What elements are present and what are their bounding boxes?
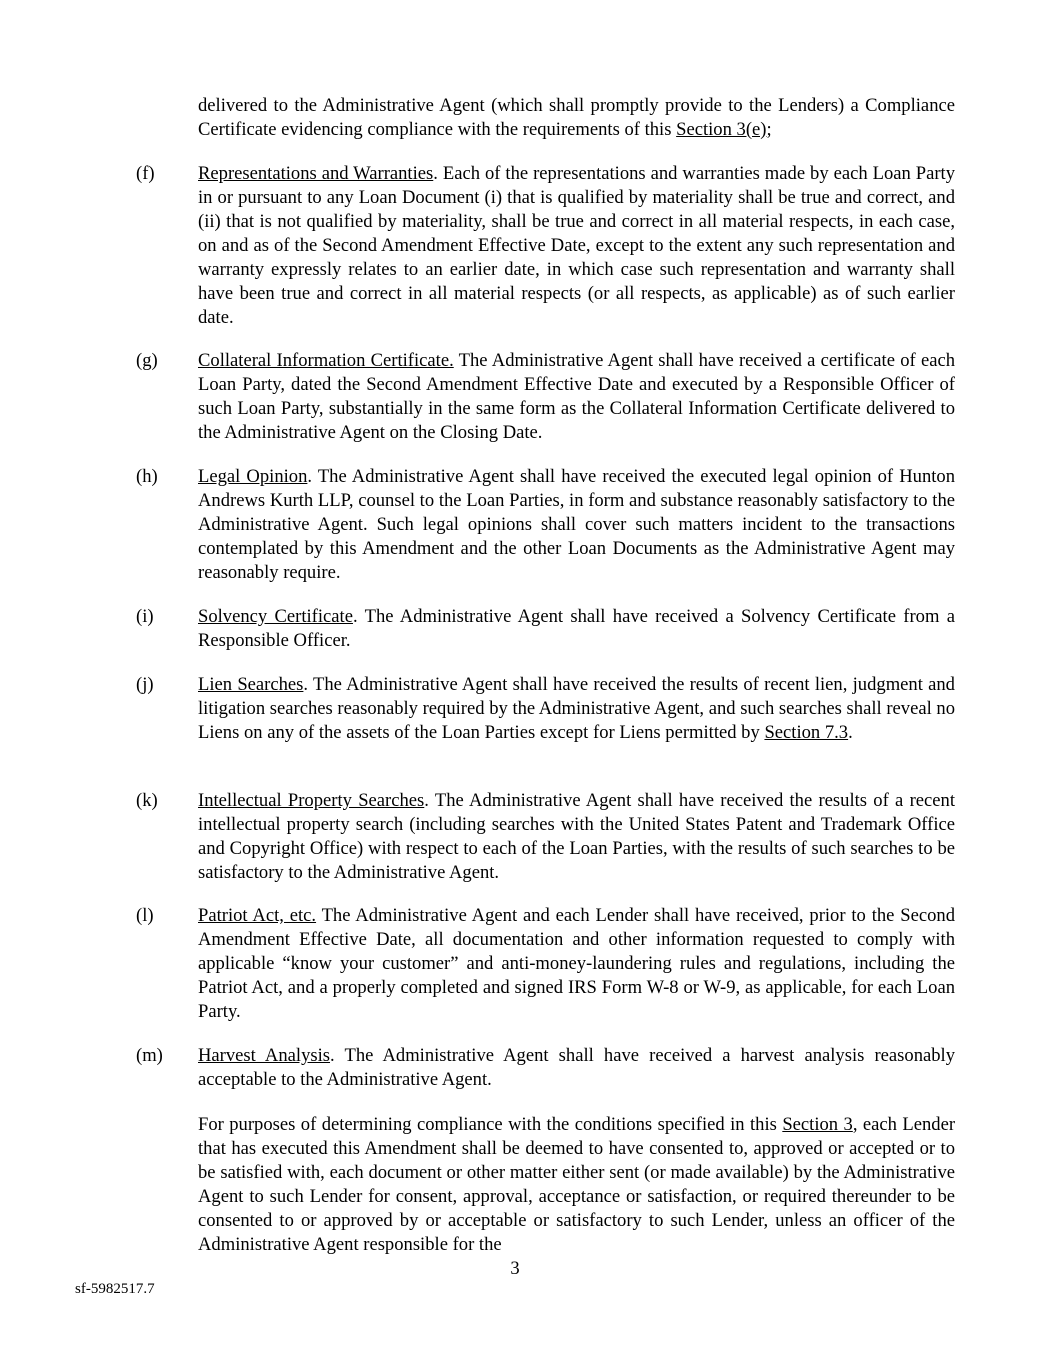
- item-label: (k): [136, 790, 158, 811]
- item-body: Patriot Act, etc. The Administrative Agent and each Lender shall have received, prior to the Second Amendment Effective Date, all documentation and other information requested to comply with applicable “know your customer” and anti-money-laundering rules and regulations, including the Patriot Act, and a properly completed and signed IRS Form W-8 or W-9, as applicable, for each Loan Party.: [198, 905, 955, 1022]
- continuation-paragraph: delivered to the Administrative Agent (which shall promptly provide to the Lenders) a Compliance Certificate evidencing compliance with the requirements of this Section 3(e);: [198, 95, 955, 140]
- item-heading: Representations and Warranties: [198, 163, 434, 184]
- item-label: (g): [136, 350, 158, 371]
- item-heading: Collateral Information Certificate.: [198, 350, 454, 371]
- item-label: (h): [136, 466, 158, 487]
- document-id: sf-5982517.7: [75, 1281, 155, 1297]
- item-body: Solvency Certificate. The Administrative Agent shall have received a Solvency Certificate from a Responsible Officer.: [198, 606, 955, 651]
- item-label: (f): [136, 163, 155, 184]
- item-heading: Patriot Act, etc.: [198, 905, 317, 926]
- item-body: Collateral Information Certificate. The Administrative Agent shall have received a certificate of each Loan Party, dated the Second Amendment Effective Date and executed by a Responsible Officer of such Loan Party, substantially in the same form as the Collateral Information Certificate delivered to the Administrative Agent on the Closing Date.: [198, 350, 956, 443]
- item-heading: Solvency Certificate: [198, 606, 353, 627]
- item-label: (i): [136, 606, 154, 627]
- item-heading: Lien Searches: [198, 674, 304, 695]
- section-reference: Section 3(e): [676, 119, 767, 140]
- item-heading: Legal Opinion: [198, 466, 308, 487]
- closing-paragraph: For purposes of determining compliance with the conditions specified in this Section 3, each Lender that has executed this Amendment shall be deemed to have consented to, approved or accepted or to be satisfied with, each document or other matter either sent (or made available) by the Administrative Agent to such Lender for consent, approval, acceptance or satisfaction, or required thereunder to be consented to or approved by or acceptable or satisfactory to such Lender, unless an officer of the Administrative Agent responsible for the: [198, 1114, 956, 1255]
- item-body: Intellectual Property Searches. The Administrative Agent shall have received the results of a recent intellectual property search (including searches with the United States Patent and Trademark Office and Copyright Office) with respect to each of the Loan Parties, with the results of such searches to be satisfactory to the Administrative Agent.: [198, 790, 955, 883]
- item-body: Harvest Analysis. The Administrative Agent shall have received a harvest analysis reasonably acceptable to the Administrative Agent.: [198, 1045, 956, 1090]
- item-heading: Harvest Analysis: [198, 1045, 331, 1066]
- item-body: Legal Opinion. The Administrative Agent shall have received the executed legal opinion of Hunton Andrews Kurth LLP, counsel to the Loan Parties, in form and substance reasonably satisfactory to the Administrative Agent. Such legal opinions shall cover such matters incident to the transactions contemplated by this Amendment and the other Loan Documents as the Administrative Agent may reasonably require.: [198, 466, 956, 583]
- item-label: (j): [136, 674, 154, 695]
- section-reference: Section 7.3: [764, 722, 849, 743]
- item-heading: Intellectual Property Searches: [198, 790, 425, 811]
- item-body: Lien Searches. The Administrative Agent shall have received the results of recent lien, judgment and litigation searches reasonably required by the Administrative Agent, and such searches shall reveal no Liens on any of the assets of the Loan Parties except for Liens permitted by Section 7.3.: [198, 674, 955, 743]
- item-label: (l): [136, 905, 154, 926]
- section-reference: Section 3: [782, 1114, 853, 1135]
- item-body: Representations and Warranties. Each of the representations and warranties made by each Loan Party in or pursuant to any Loan Document (i) that is qualified by materiality shall be true and correct, and (ii) that is not qualified by materiality, shall be true and correct in all material respects, in each case, on and as of the Second Amendment Effective Date, except to the extent any such representation and warranty expressly relates to an earlier date, in which case such representation and warranty shall have been true and correct in all material respects (or all respects, as applicable) as of such earlier date.: [198, 163, 956, 328]
- item-label: (m): [136, 1045, 163, 1066]
- page-number: 3: [510, 1258, 520, 1279]
